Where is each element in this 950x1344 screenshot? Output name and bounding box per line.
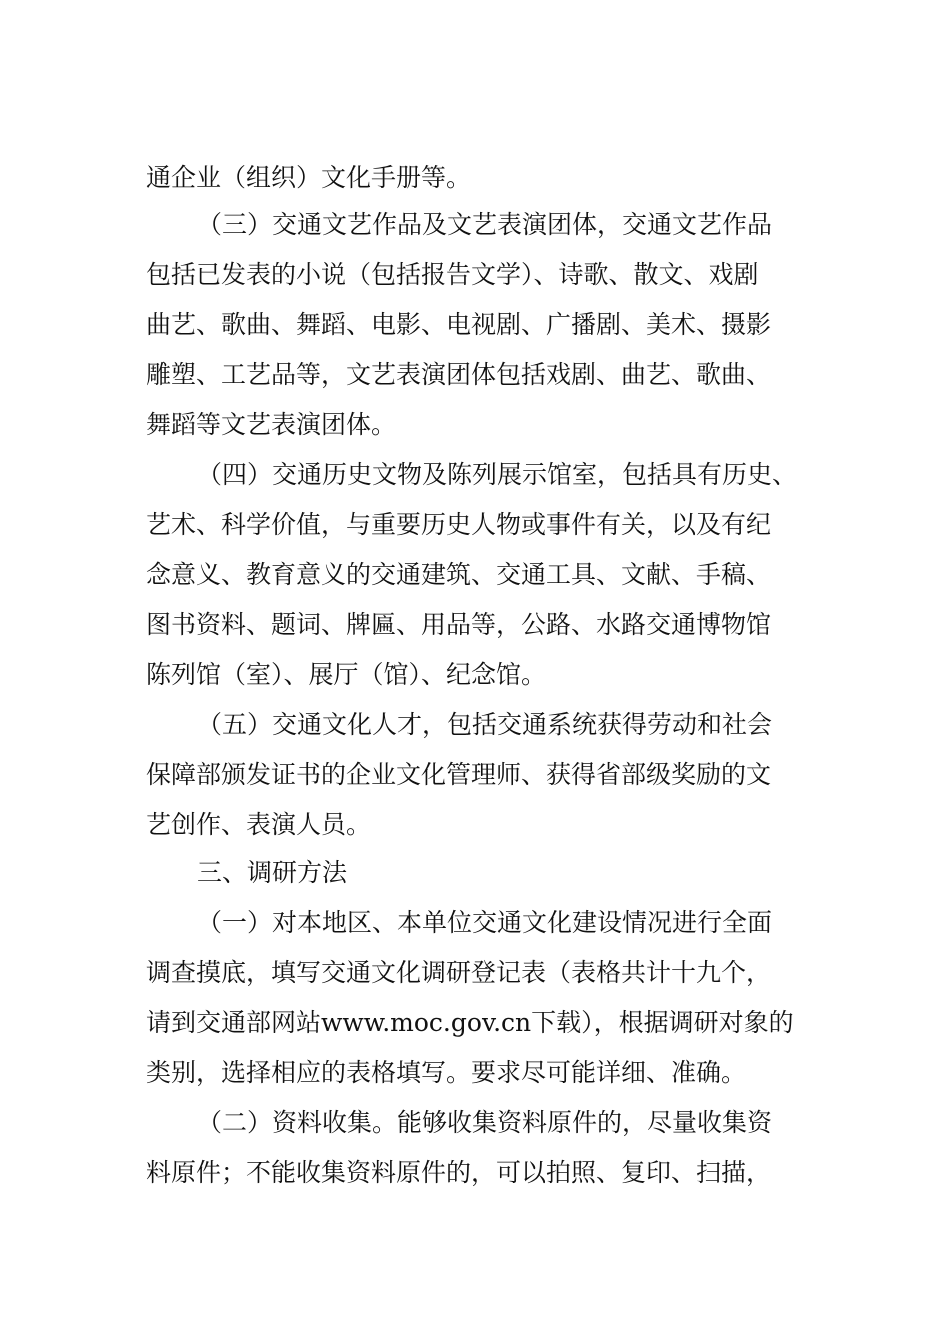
- text-line: 料原件；不能收集资料原件的，可以拍照、复印、扫描，: [146, 1158, 772, 1187]
- text-line: 陈列馆（室）、展厅（馆）、纪念馆。: [146, 660, 547, 689]
- text-line: 曲艺、歌曲、舞蹈、电影、电视剧、广播剧、美术、摄影: [146, 310, 772, 339]
- text-line: 艺术、科学价值，与重要历史人物或事件有关，以及有纪: [146, 510, 772, 539]
- text-line: 念意义、教育意义的交通建筑、交通工具、文献、手稿、: [146, 560, 772, 589]
- text-line: 图书资料、题词、牌匾、用品等，公路、水路交通博物馆: [146, 610, 772, 639]
- text-line: 包括已发表的小说（包括报告文学）、诗歌、散文、戏剧: [146, 260, 759, 289]
- text-line: 雕塑、工艺品等，文艺表演团体包括戏剧、曲艺、歌曲、: [146, 360, 772, 389]
- text-line: 艺创作、表演人员。: [146, 810, 372, 839]
- paragraph-start-line: （二）资料收集。能够收集资料原件的，尽量收集资: [197, 1108, 773, 1137]
- text-line: 通企业（组织）文化手册等。: [146, 163, 472, 192]
- paragraph-start-line: （三）交通文艺作品及文艺表演团体，交通文艺作品: [197, 210, 773, 239]
- paragraph-start-line: （五）交通文化人才，包括交通系统获得劳动和社会: [197, 710, 773, 739]
- section-heading: 三、调研方法: [197, 858, 348, 887]
- text-line: 调查摸底，填写交通文化调研登记表（表格共计十九个，: [146, 958, 772, 987]
- paragraph-start-line: （四）交通历史文物及陈列展示馆室，包括具有历史、: [197, 460, 798, 489]
- text-line: 类别，选择相应的表格填写。要求尽可能详细、准确。: [146, 1058, 747, 1087]
- text-line: 请到交通部网站www.moc.gov.cn下载），根据调研对象的: [146, 1008, 794, 1037]
- text-line: 舞蹈等文艺表演团体。: [146, 410, 397, 439]
- text-line: 保障部颁发证书的企业文化管理师、获得省部级奖励的文: [146, 760, 772, 789]
- paragraph-start-line: （一）对本地区、本单位交通文化建设情况进行全面: [197, 908, 773, 937]
